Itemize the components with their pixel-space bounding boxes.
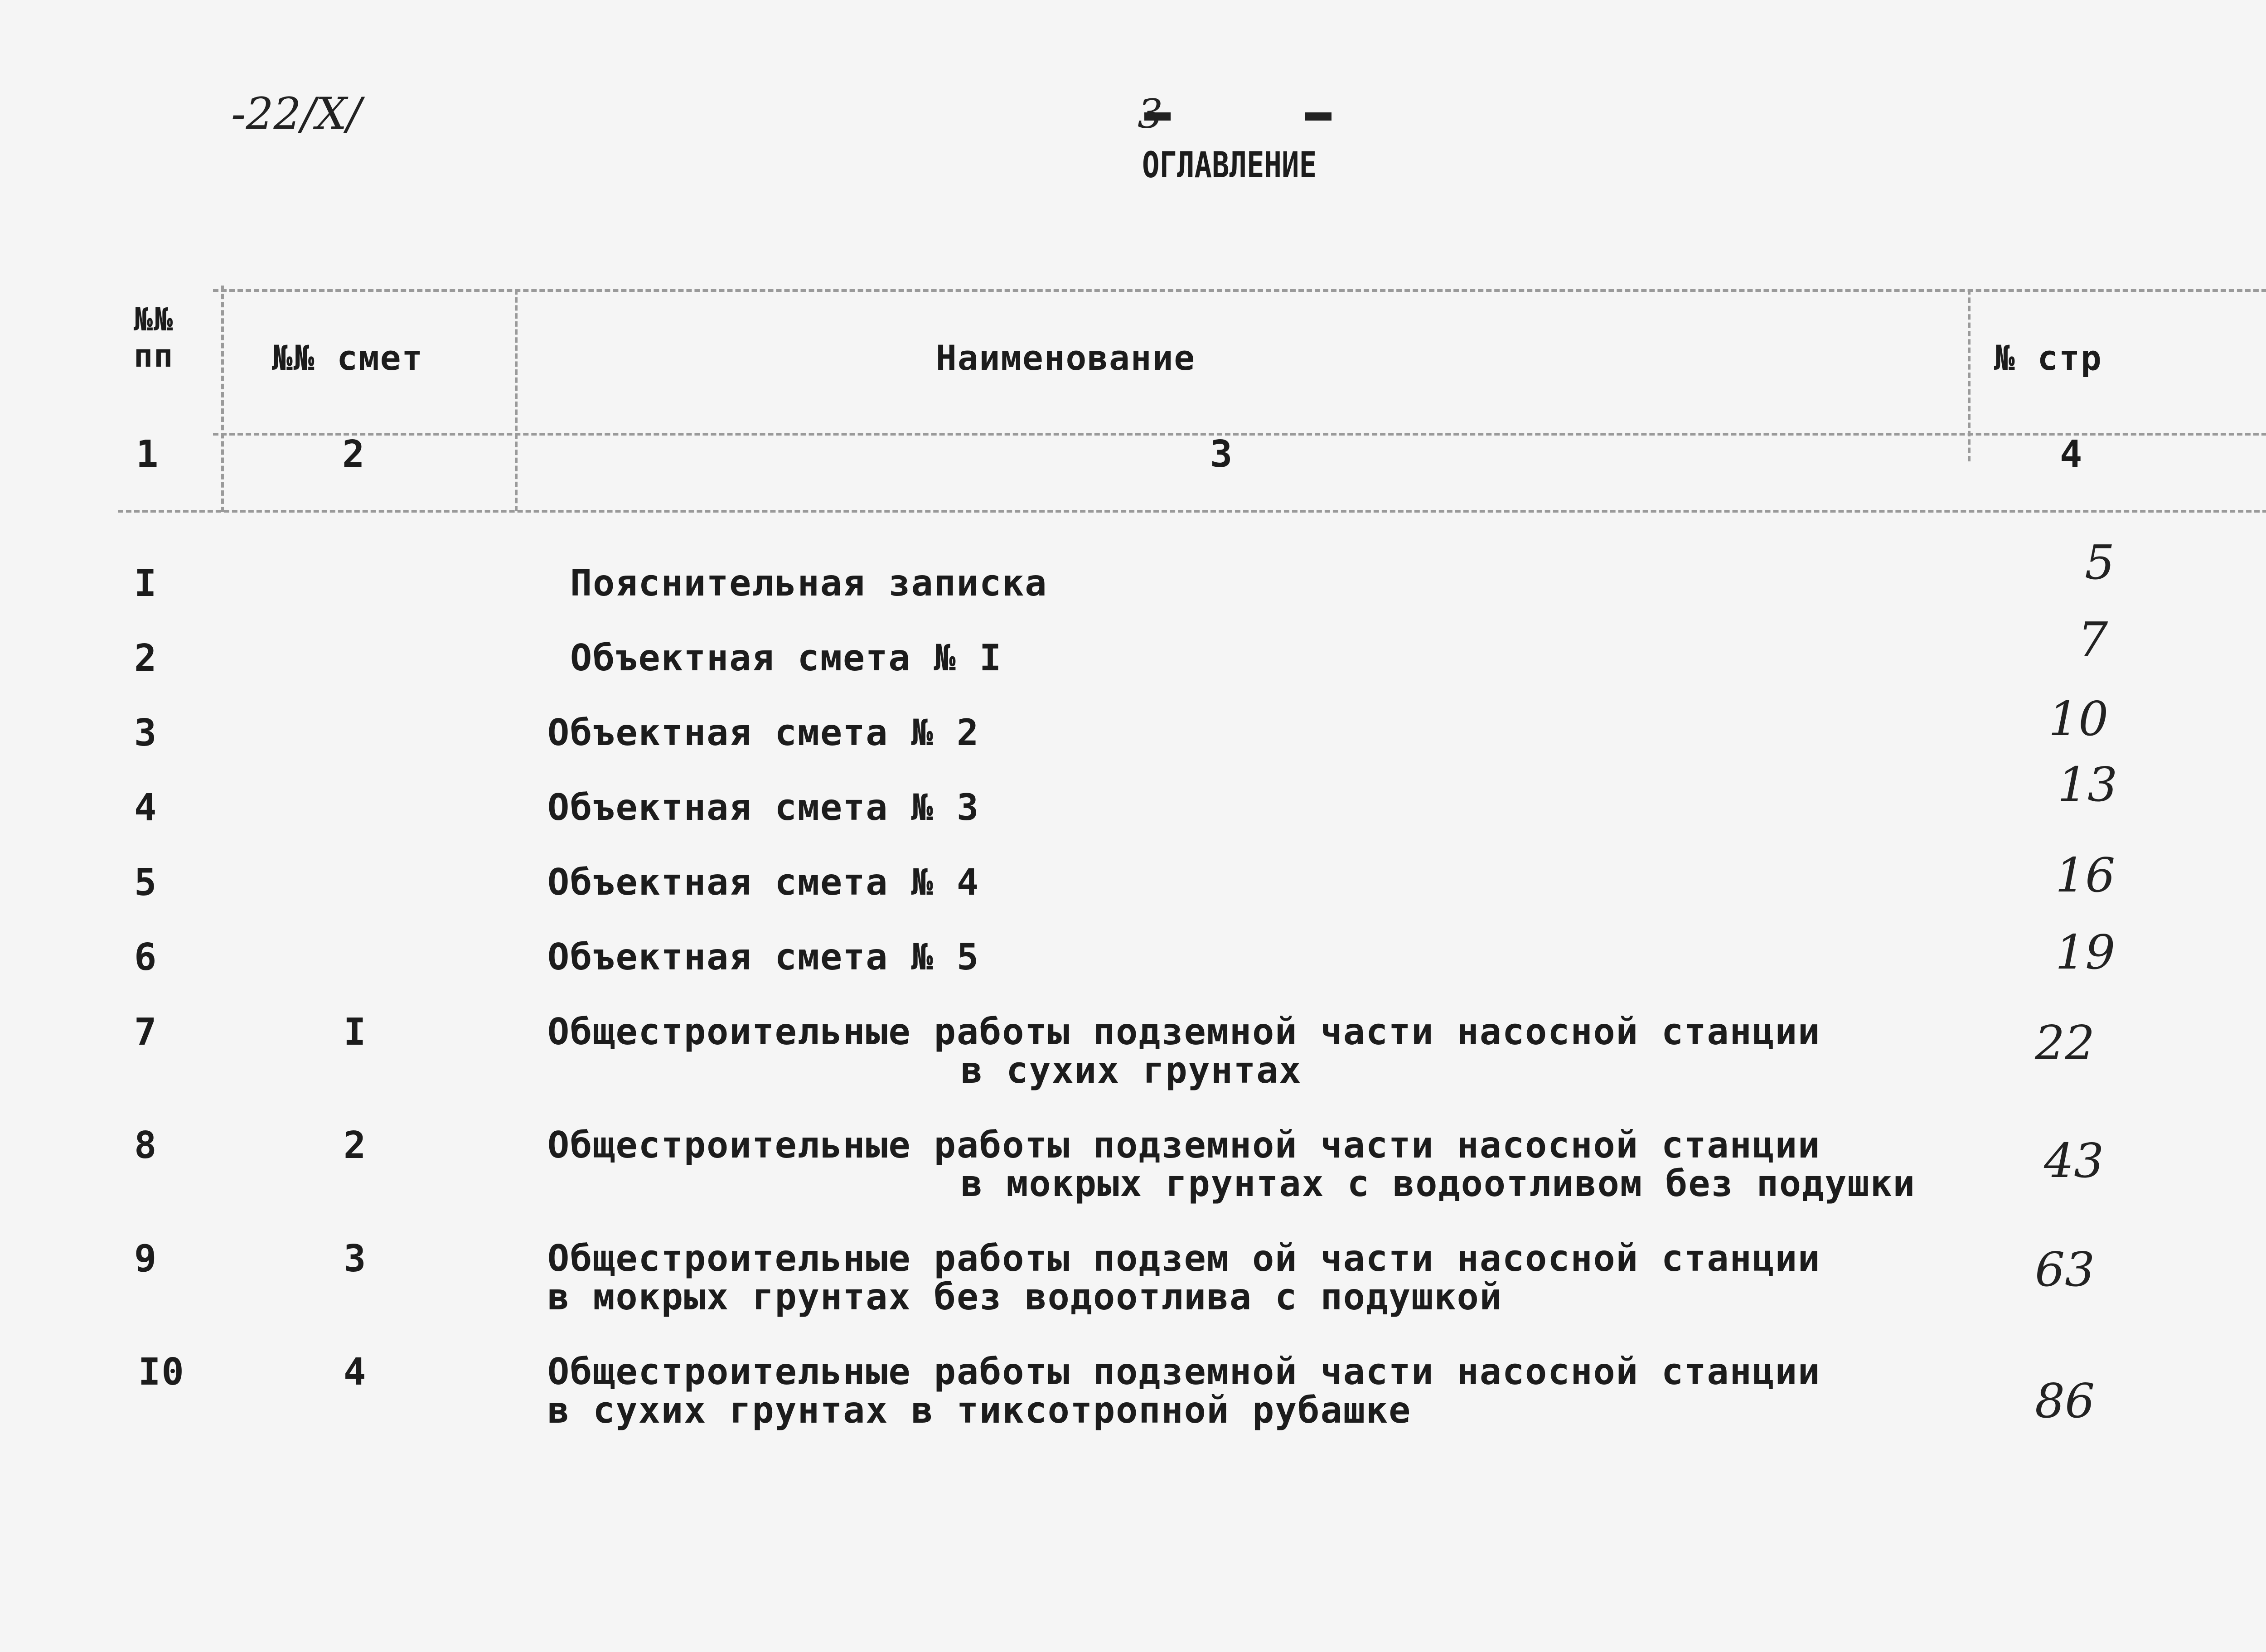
document-code: -22/X/: [231, 88, 362, 139]
column-header-page: № стр: [1994, 338, 2102, 378]
row-title: Общестроительные работы подзем ой части насосной станции: [547, 1237, 1821, 1279]
row-page: 43: [2044, 1133, 2104, 1188]
header-divider-3: [1968, 289, 1971, 461]
row-number: 7: [134, 1011, 158, 1054]
row-number: 2: [134, 637, 158, 680]
row-title-continued: в мокрых грунтах без водоотлива с подушкой: [547, 1276, 1502, 1318]
row-number: 9: [134, 1237, 158, 1280]
column-number-4: 4: [2060, 433, 2083, 476]
row-estimate-number: 4: [344, 1351, 367, 1394]
header-divider-2: [515, 289, 518, 511]
row-page: 13: [2058, 757, 2118, 812]
row-number: 8: [134, 1124, 158, 1167]
row-title: Объектная смета № 3: [547, 786, 980, 828]
column-header-pp: [134, 301, 193, 374]
row-page: 19: [2055, 925, 2116, 980]
row-title: Пояснительная записка: [570, 562, 1048, 604]
row-number: I0: [138, 1351, 185, 1394]
row-page: 5: [2085, 535, 2115, 590]
row-title: Общестроительные работы подземной части насосной станции: [547, 1124, 1821, 1166]
row-page: 7: [2078, 612, 2108, 667]
page-number: 3: [1138, 91, 1163, 137]
row-number: I: [134, 562, 158, 605]
row-title: Объектная смета № 4: [547, 861, 980, 903]
column-number-3: 3: [1210, 433, 1234, 476]
row-title: Общестроительные работы подземной части насосной станции: [547, 1351, 1821, 1393]
row-estimate-number: I: [344, 1011, 367, 1054]
row-page: 86: [2035, 1373, 2095, 1429]
row-number: 6: [134, 936, 158, 979]
header-mid-rule: [213, 433, 2266, 436]
row-estimate-number: 3: [344, 1237, 367, 1280]
row-number: 3: [134, 712, 158, 755]
row-estimate-number: 2: [344, 1124, 367, 1167]
header-top-rule: [213, 289, 2266, 292]
row-title-continued: в сухих грунтах: [961, 1049, 1302, 1091]
column-header-name: Наименование: [936, 338, 1196, 378]
header-bottom-rule: [118, 510, 2266, 513]
column-header-smet: №№ смет: [272, 338, 424, 378]
column-number-2: 2: [342, 433, 366, 476]
row-page: 22: [2035, 1015, 2095, 1071]
column-header-pp-label: №№ пп: [134, 301, 174, 374]
row-page: 16: [2055, 848, 2116, 903]
row-page: 63: [2035, 1242, 2095, 1297]
row-title: Общестроительные работы подземной части насосной станции: [547, 1011, 1821, 1053]
row-title: Объектная смета № I: [570, 637, 1002, 679]
dash-right: [1305, 112, 1332, 121]
column-number-1: 1: [136, 433, 160, 476]
row-title: Объектная смета № 5: [547, 936, 980, 978]
row-page: 10: [2048, 691, 2109, 746]
page-title: ОГЛАВЛЕНИЕ: [1142, 145, 1317, 186]
row-title-continued: в мокрых грунтах с водоотливом без подушки: [961, 1163, 1916, 1205]
header-divider-1: [221, 286, 224, 512]
row-number: 4: [134, 786, 158, 829]
row-title-continued: в сухих грунтах в тиксотропной рубашке: [547, 1389, 1412, 1431]
row-title: Объектная смета № 2: [547, 712, 980, 754]
row-number: 5: [134, 861, 158, 904]
